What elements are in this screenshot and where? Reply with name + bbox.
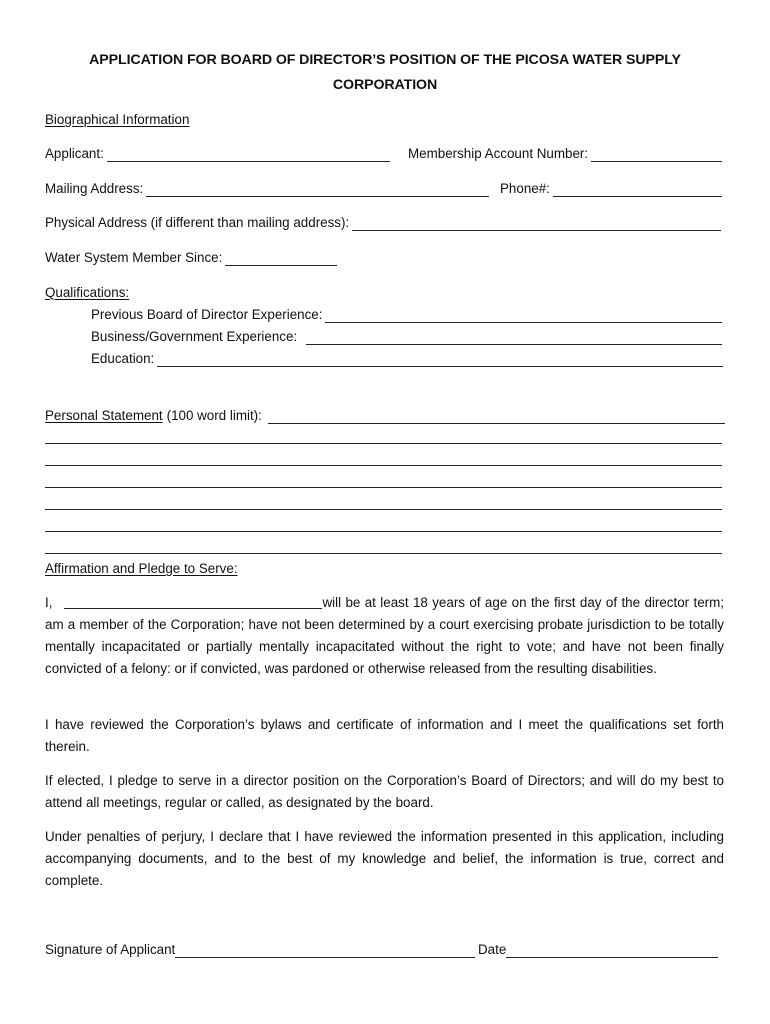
applicant-label: Applicant: — [45, 146, 104, 161]
affirmation-i: I, — [45, 595, 53, 610]
statement-line-7[interactable] — [45, 553, 722, 554]
education-row — [91, 351, 723, 367]
statement-row — [45, 408, 725, 424]
qualifications-heading-row — [45, 285, 129, 301]
mailing-address-field[interactable] — [146, 183, 489, 197]
signature-field[interactable] — [175, 944, 475, 958]
date-label: Date — [478, 942, 507, 957]
phone-label: Phone#: — [500, 181, 550, 196]
mailing-label: Mailing Address: — [45, 181, 144, 196]
member-since-row — [45, 250, 337, 266]
membership-label: Membership Account Number: — [408, 146, 589, 161]
statement-line-5[interactable] — [45, 509, 722, 510]
affirmation-paragraph-1 — [45, 592, 724, 680]
board-experience-row — [91, 307, 722, 323]
page-title — [30, 48, 740, 98]
signature-row — [45, 942, 475, 958]
education-label: Education: — [91, 351, 155, 366]
membership-account-field[interactable] — [591, 148, 722, 162]
physical-row — [45, 215, 721, 231]
affirmation-heading: Affirmation and Pledge to Serve: — [45, 561, 238, 576]
affirmation-paragraph-2: I have reviewed the Corporation’s bylaws and certificate of information and I meet the qualifications set forth therein. — [45, 717, 724, 754]
statement-line-3[interactable] — [45, 465, 722, 466]
business-experience-field[interactable] — [306, 331, 722, 345]
applicant-name-field[interactable] — [64, 594, 322, 609]
physical-label: Physical Address (if different than mailing address): — [45, 215, 350, 230]
date-field[interactable] — [506, 944, 718, 958]
bio-heading-row — [45, 112, 189, 128]
applicant-field[interactable] — [107, 148, 390, 162]
applicant-row — [45, 146, 390, 162]
affirmation-p1-text: will be at least 18 years of age on the first day of the director term; am a member of the Corporation; have not been determined by a court exercising probate jurisdiction to be totally mentally incapacitated or partially mentally incapacitated without the right to vote; and have not been finally convicted of a felony: or if convicted, was pardoned or otherwise released from the resulting disabilities. — [45, 595, 724, 676]
business-experience-row — [91, 329, 722, 345]
bio-heading: Biographical Information — [45, 112, 190, 127]
affirmation-heading-row — [45, 561, 238, 577]
physical-address-field[interactable] — [352, 217, 721, 231]
date-row — [478, 942, 718, 958]
phone-row — [500, 181, 722, 197]
statement-limit: (100 word limit): — [166, 408, 262, 423]
title-line-1: APPLICATION FOR BOARD OF DIRECTOR’S POSITION OF THE PICOSA WATER SUPPLY — [89, 52, 681, 68]
membership-row — [408, 146, 722, 162]
statement-field-line-1[interactable] — [268, 410, 725, 424]
mailing-row — [45, 181, 489, 197]
affirmation-paragraph-3: If elected, I pledge to serve in a director position on the Corporation’s Board of Directors; and will do my best to attend all meetings, regular or called, as designated by the board. — [45, 773, 724, 810]
statement-heading: Personal Statement — [45, 408, 163, 423]
statement-line-4[interactable] — [45, 487, 722, 488]
title-line-2: CORPORATION — [332, 77, 438, 93]
phone-field[interactable] — [553, 183, 722, 197]
member-since-label: Water System Member Since: — [45, 250, 223, 265]
statement-line-2[interactable] — [45, 443, 722, 444]
board-experience-label: Previous Board of Director Experience: — [91, 307, 323, 322]
qualifications-heading: Qualifications: — [45, 285, 130, 300]
affirmation-paragraph-4: Under penalties of perjury, I declare that I have reviewed the information presented in this application, including accompanying documents, and to the best of my knowledge and belief, the information is true, correct and complete. — [45, 829, 724, 888]
education-field[interactable] — [157, 353, 723, 367]
member-since-field[interactable] — [225, 252, 337, 266]
board-experience-field[interactable] — [325, 309, 722, 323]
signature-label: Signature of Applicant — [45, 942, 176, 957]
business-experience-label: Business/Government Experience: — [91, 329, 298, 344]
statement-line-6[interactable] — [45, 531, 722, 532]
